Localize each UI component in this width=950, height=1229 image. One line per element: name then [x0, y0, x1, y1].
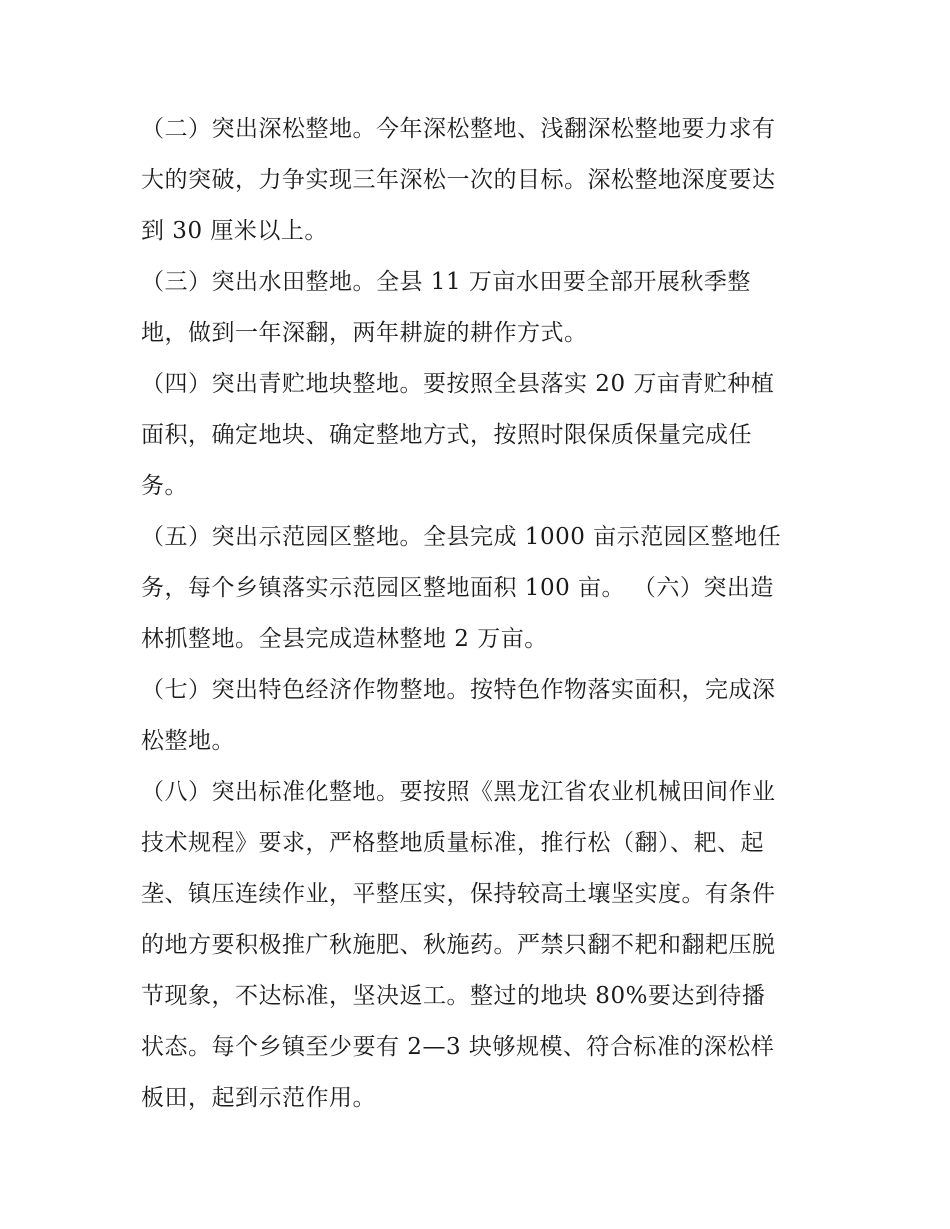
text-line: 面积，确定地块、确定整地方式，按照时限保质保量完成任 — [141, 422, 752, 448]
text-line: （二）突出深松整地。今年深松整地、浅翻深松整地要力求有 — [141, 116, 776, 142]
text-line: 大的突破，力争实现三年深松一次的目标。深松整地深度要达 — [141, 167, 776, 193]
text-line: 地，做到一年深翻，两年耕旋的耕作方式。 — [141, 320, 588, 346]
text-line: 节现象，不达标准，坚决返工。整过的地块 80%要达到待播 — [141, 983, 766, 1009]
text-line: 的地方要积极推广秋施肥、秋施药。严禁只翻不耙和翻耙压脱 — [141, 932, 776, 958]
text-line: 到 30 厘米以上。 — [141, 218, 328, 244]
text-line: （八）突出标准化整地。要按照《黑龙江省农业机械田间作业 — [141, 779, 776, 805]
text-line: 务。 — [141, 473, 188, 499]
text-line: （三）突出水田整地。全县 11 万亩水田要全部开展秋季整 — [141, 269, 751, 295]
text-line: （七）突出特色经济作物整地。按特色作物落实面积，完成深 — [141, 677, 776, 703]
text-line: 务，每个乡镇落实示范园区整地面积 100 亩。 （六）突出造 — [141, 575, 774, 601]
text-line: 林抓整地。全县完成造林整地 2 万亩。 — [141, 626, 548, 652]
text-line: （五）突出示范园区整地。全县完成 1000 亩示范园区整地任 — [141, 524, 782, 550]
text-line: （四）突出青贮地块整地。要按照全县落实 20 万亩青贮种植 — [141, 371, 775, 397]
text-line: 板田，起到示范作用。 — [141, 1085, 376, 1111]
text-line: 垄、镇压连续作业，平整压实，保持较高土壤坚实度。有条件 — [141, 881, 776, 907]
text-line: 松整地。 — [141, 728, 235, 754]
document-body — [141, 104, 813, 1124]
text-line: 技术规程》要求，严格整地质量标准，推行松（翻）、耙、起 — [141, 830, 764, 856]
text-line: 状态。每个乡镇至少要有 2—3 块够规模、符合标准的深松样 — [141, 1034, 775, 1060]
